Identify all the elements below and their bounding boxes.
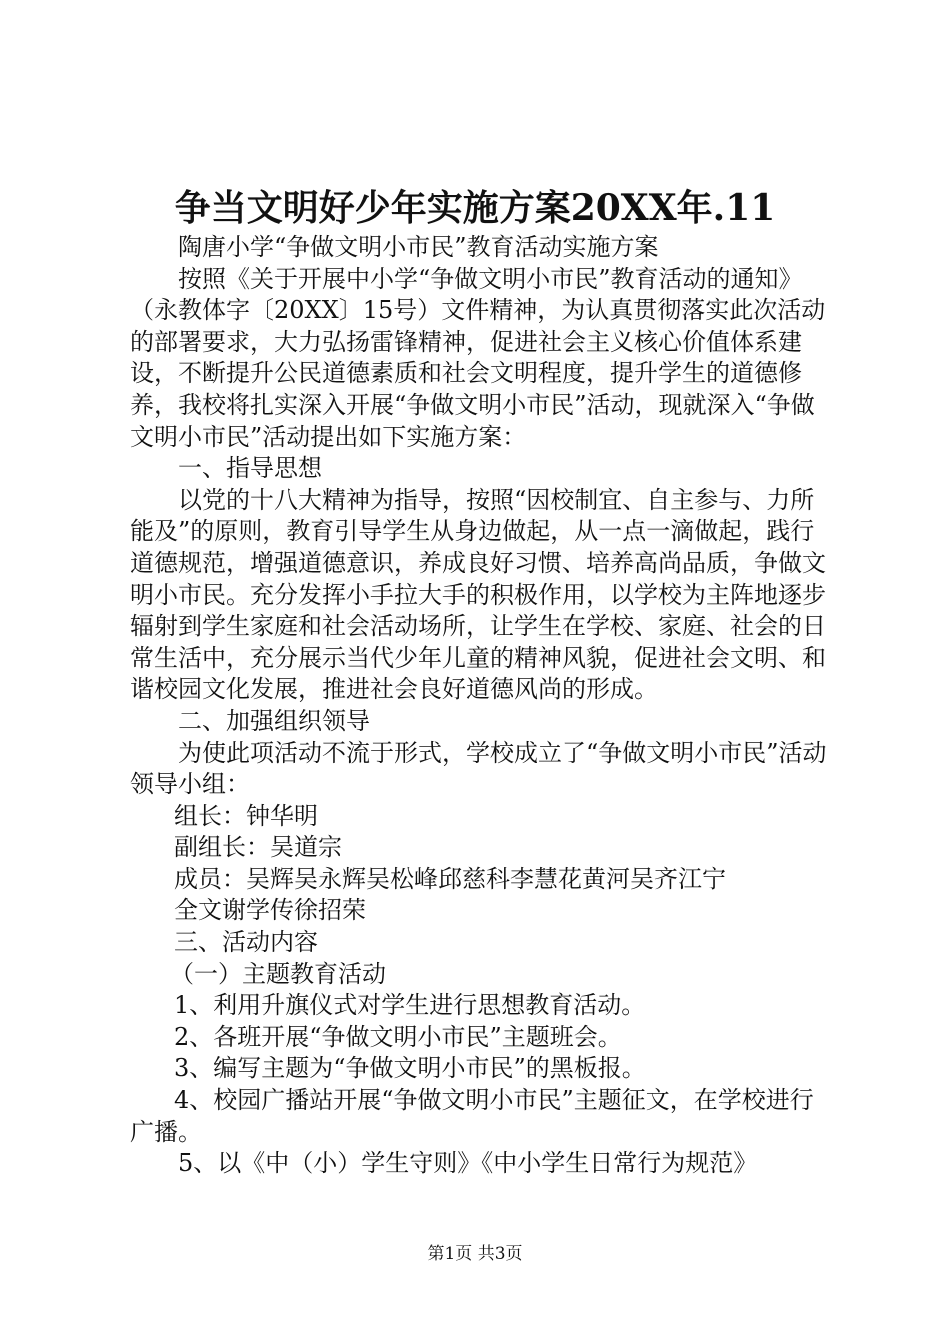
subtitle-paragraph: 陶唐小学“争做文明小市民”教育活动实施方案 xyxy=(178,233,659,261)
section-heading-activities: 三、活动内容 xyxy=(174,928,318,957)
activity-item-3: 3、编写主题为“争做文明小市民”的黑板报。 xyxy=(174,1054,646,1083)
intro-paragraph: 按照《关于开展中小学“争做文明小市民”教育活动的通知》（永教体字〔20XX〕15号）文件精神，为认真贯彻落实此次活动的部署要求，大力弘扬雷锋精神，促进社会主义核心价值体系建设，不断提升公民道德素质和社会文明程度，提升学生的道德修养，我校将扎实深入开展“争做文明小市民”活动，现就深入“争做文明小市民”活动提出如下实施方案： xyxy=(130,264,826,451)
activity-item-4: 4、校园广播站开展“争做文明小市民”主题征文，在学校进行广播。 xyxy=(130,1086,814,1146)
section-heading-guiding-thought: 一、指导思想 xyxy=(178,454,322,483)
activity-item-2: 2、各班开展“争做文明小市民”主题班会。 xyxy=(174,1022,622,1051)
activity-item-1: 1、利用升旗仪式对学生进行思想教育活动。 xyxy=(174,991,646,1020)
organization-paragraph: 为使此项活动不流于形式，学校成立了“争做文明小市民”活动领导小组： xyxy=(130,738,827,799)
members-continued-line: 全文谢学传徐招荣 xyxy=(174,896,366,925)
document-title: 争当文明好少年实施方案20XX年.11 xyxy=(174,187,776,229)
activity-item-5: 5、以《中（小）学生守则》《中小学生日常行为规范》 xyxy=(178,1149,758,1178)
document-body xyxy=(130,232,835,1180)
members-line: 成员：吴辉吴永辉吴松峰邱慈科李慧花黄河吴齐江宁 xyxy=(174,864,726,893)
group-leader-line: 组长：钟华明 xyxy=(174,801,318,830)
subsection-heading-theme-education: （一）主题教育活动 xyxy=(170,959,386,988)
deputy-leader-line: 副组长：吴道宗 xyxy=(174,833,342,862)
page-indicator: 第1页 共3页 xyxy=(427,1244,523,1264)
guiding-thought-paragraph: 以党的十八大精神为指导，按照“因校制宜、自主参与、力所能及”的原则，教育引导学生从身边做起，从一点一滴做起，践行道德规范，增强道德意识，养成良好习惯、培养高尚品质，争做文明小市民。充分发挥小手拉大手的积极作用，以学校为主阵地逐步辐射到学生家庭和社会活动场所，让学生在学校、家庭、社会的日常生活中，充分展示当代少年儿童的精神风貌，促进社会文明、和谐校园文化发展，推进社会良好道德风尚的形成。 xyxy=(130,485,826,704)
section-heading-organization: 二、加强组织领导 xyxy=(178,706,370,735)
